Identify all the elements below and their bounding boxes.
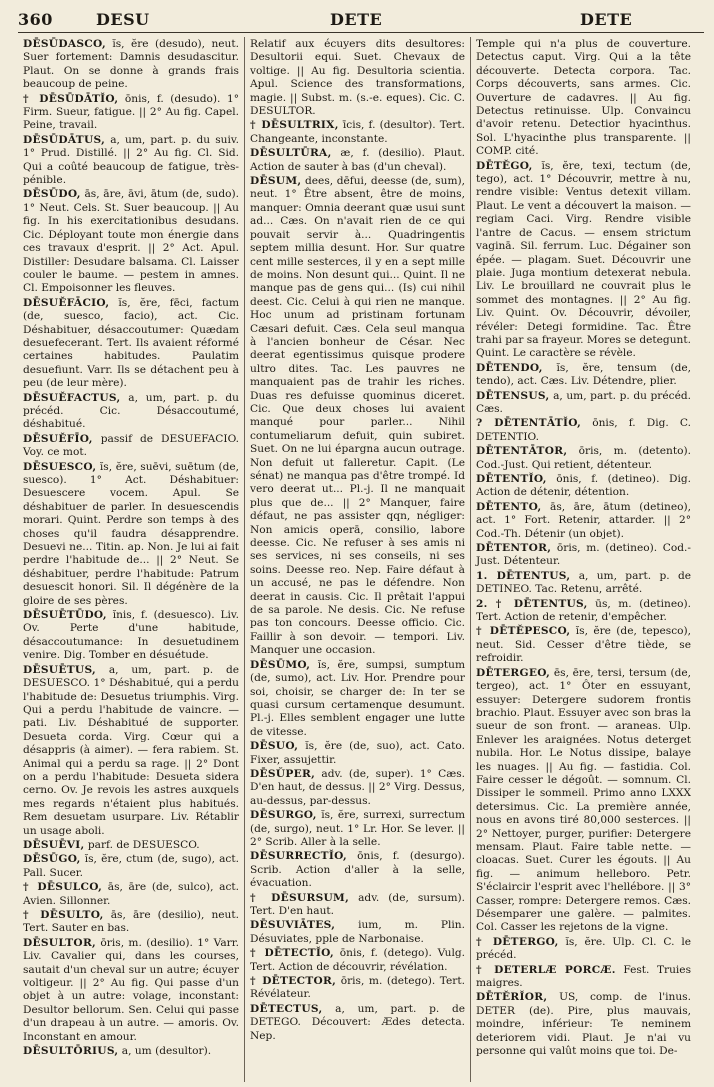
entry-headword: DĒSŪGO, (23, 853, 81, 866)
entry-headword: DĒTENSUS, (476, 389, 550, 402)
entry-definition: ās, āre (de, sulco), act. Avien. Sillonner. (23, 881, 239, 907)
entry-definition: ĭs, ĕre, texi, tectum (de, tego), act. 1° Découvrir, mettre à nu, rendre visible: Ventus detexit villam. Plaut. Le vent a découvert la maison. — regiam Caci. Virg. Rendre visible l'antre de Cacus. — ensem strictum vaginā. Sil. ferrum. Luc. Dégainer son épée. — plagam. Suet. Découvrir une plaie. Juga montium detexerat nebula. Liv. Le brouillard ne couvrait plus le sommet des montagnes. || 2° Au fig. Liv. Quint. Ov. Découvrir, dévoiler, révéler: Detegi formidine. Tac. Être trahi par sa frayeur. Mores se detegunt. Quint. Le caractère se révèle. (476, 159, 692, 360)
entry-headword: DĒSULTŌRIUS, (23, 1045, 119, 1058)
column-1 (18, 37, 244, 1082)
entry-headword: DĒTENTĀTOR, (476, 445, 568, 458)
entry-definition: Relatif aux écuyers dits desultores: Desultorii equi. Suet. Chevaux de voltige. || Au fig. Desultoria scientia. Apul. Science des transformations, magie. || Subst. m. (s.-e. eques). Cic. C. DESULTOR. (250, 38, 465, 118)
dictionary-entry (250, 740, 465, 767)
dictionary-entry (250, 892, 465, 919)
entry-definition: a, um (desultor). (121, 1045, 212, 1058)
dictionary-entry (23, 188, 239, 295)
dictionary-entry (23, 433, 239, 460)
entry-definition: ĭs, ĕre, suēvi, suētum (de, suesco). 1° Act. Déshabituer: Desuescere vocem. Apul. Se déshabituer de parler. In desuescendis morari. Quint. Perdre son temps à des choses qu'il faudra désapprendre. Desuevi ne... Titin. ap. Non. Je lui ai fait perdre l'habitude de... || 2° Neut. Se déshabituer, perdre l'habitude: Patrum desuescit honori. Sil. Il dégénère de la gloire de ses pères. (23, 460, 239, 607)
column-3 (470, 37, 696, 1082)
entry-definition: ĭnis, f. (desuesco). Liv. Ov. Perte d'une habitude, désaccoutumance: In desuetudinem venire. Dig. Tomber en désuétude. (23, 609, 239, 662)
dictionary-entry (23, 881, 239, 908)
dictionary-entry (250, 119, 465, 146)
running-head-right: DETE (580, 10, 633, 29)
entry-headword: † DĒTĔPESCO, (476, 625, 571, 638)
dictionary-entry (23, 392, 239, 432)
entry-headword: DĒSŪMO, (250, 658, 311, 671)
entry-headword: 2. † DĒTENTUS, (476, 597, 588, 610)
entry-definition: ōnis, f. (desurgo). Scrib. Action d'aller à la selle, évacuation. (250, 850, 465, 890)
text-columns (18, 37, 704, 1082)
entry-definition: ōris, m. (detento). Cod.-Just. Qui retient, détenteur. (476, 445, 691, 471)
entry-definition: ĭs, ĕre (de, tepesco), neut. Sid. Cesser d'être tiède, se refroidir. (476, 625, 692, 665)
entry-headword: † DĒSULTRIX, (250, 119, 339, 132)
entry-headword: DĒTENTOR, (476, 542, 552, 555)
dictionary-entry (23, 461, 239, 608)
entry-definition: ĭs, ĕre, fēci, factum (de, suesco, facio), act. Cic. Déshabituer, désaccoutumer: Quædam desuefecerant. Tert. Ils avaient réformé certaines habitudes. Paulatim desuefiunt. Varr. Ils se détachent peu à peu (de leur mère). (23, 296, 239, 390)
dictionary-entry (476, 160, 691, 361)
entry-definition: ōris, m. (detego). Tert. Révélateur. (250, 975, 465, 1001)
entry-definition: ās, āre (desilio), neut. Tert. Sauter en bas. (23, 909, 239, 935)
entry-definition: a, um, part. p. du précéd. Cic. Désaccoutumé, déshabitué. (23, 391, 239, 431)
dictionary-entry (250, 659, 465, 739)
dictionary-entry (476, 991, 691, 1058)
entry-definition: dees, dēfui, deesse (de, sum), neut. 1° Être absent, être de moins, manquer: Omnia deerant quæ usui sunt ad... Cæs. On n'avait rien de ce qui pouvait servir à... Quadringentis septem millia desunt. Hor. Sur quatre cent mille sesterces, il y en a sept mille de moins. Non desunt qui... Quint. Il ne manque pas de gens qui... (Is) cui nihil deest. Cic. Celui à qui rien ne manque. Hoc unum ad pristinam fortunam Cæsari defuit. Cæs. Cela seul manqua à l'ancien bonheur de César. Nec deerat egentissimus quisque prodere ultro dites. Tac. Les pauvres ne manquaient pas de trahir les riches. Duas res defuisse quominus diceret. Cic. Que deux choses lui avaient manqué pour parler... Nihil contumeliarum defuit, quin subiret. Suet. On ne lui épargna aucun outrage. Non defuit ut falleretur. Capit. (Le sénat) ne manqua pas d'être trompé. Id vero deerat ut... Pl.-j. Il ne manquait plus que de... || 2° Manquer, faire défaut, ne pas assister qqn, négliger: Non amicis operā, consilio, labore deesse. Cic. Ne refuser à ses amis ni ses services, ni ses conseils, ni ses soins. Deesse reo. Nep. Faire défaut à un accusé, ne pas le défendre. Non deerat in causis. Cic. Il prêtait l'appui de sa parole. Ne desis. Cic. Ne refuse pas ton concours. Deesse officio. Cic. Faillir à son devoir. — tempori. Liv. Manquer une occasion. (250, 175, 465, 657)
entry-headword: DĒSURGO, (250, 809, 317, 822)
dictionary-entry (23, 38, 239, 92)
entry-headword: DĒSUĒTŪDO, (23, 609, 107, 622)
entry-headword: † DĒTECTOR, (250, 975, 337, 988)
entry-headword: DĒSUĒVI, (23, 838, 85, 851)
entry-definition: ĭs, ĕre, ctum (de, sugo), act. Pall. Sucer. (23, 853, 239, 879)
entry-definition: passif de DESUEFACIO. Voy. ce mot. (23, 432, 240, 459)
page-header (18, 8, 704, 33)
entry-definition: ĭs, ĕre, sumpsi, sumptum (de, sumo), act. Liv. Hor. Prendre pour soi, choisir, se charger de: In ter se quasi cursum certamenque desumunt. Pl.-j. Elles semblent engager une lutte de vitesse. (250, 658, 465, 738)
entry-definition: a, um, part. p. du suiv. 1° Prud. Distillé. || 2° Au fig. Cl. Sid. Qui a coûté beaucoup de fatigue, très-pénible. (23, 133, 239, 187)
entry-headword: DĒSUĒTUS, (23, 663, 97, 676)
entry-headword: DĒSUVIĀTES, (250, 919, 336, 932)
entry-definition: Temple qui n'a plus de couverture. Detectus caput. Virg. Qui a la tête découverte. Detecta corpora. Tac. Corps découverts, sans armes. Cic. Ouverture de cadavres. || Au fig. Detectus retinuisse. Ulp. Convaincu d'avoir retenu. Detectior hyacinthus. Sol. L'hyacinthe plus transparente. || COMP. cité. (476, 38, 691, 158)
entry-headword: ? DĒTENTĀTĬO, (476, 417, 582, 430)
dictionary-entry (476, 38, 691, 159)
dictionary-entry (23, 909, 239, 936)
dictionary-entry (250, 975, 465, 1002)
entry-headword: DĒSŪDO, (23, 188, 81, 201)
dictionary-entry (250, 147, 465, 174)
dictionary-entry (476, 501, 691, 541)
running-head-left: DESU (96, 10, 150, 29)
entry-definition: ĭs, ĕre. Ulp. Cl. C. le précéd. (476, 935, 691, 962)
running-head-center: DETE (330, 10, 383, 29)
entry-headword: DĒSUĔFACTUS, (23, 391, 121, 404)
entry-definition: ōris, m. (detineo). Cod.-Just. Détenteur. (476, 542, 691, 568)
entry-definition: ās, āre, āvi, ātum (de, sudo). 1° Neut. Cels. St. Suer beaucoup. || Au fig. In his exercitationibus desudans. Cic. Déployant toute mon énergie dans ces travaux d'esprit. || 2° Act. Apul. Distiller: Desudare balsama. Cl. Laisser couler le baume. — pestem in amnes. Cl. Empoisonner les fleuves. (23, 188, 239, 295)
entry-definition: Fest. Truies maigres. (476, 963, 692, 990)
entry-definition: a, um, part. p. du précéd. Cæs. (476, 389, 691, 415)
dictionary-entry (23, 664, 239, 838)
entry-headword: DĒSŪDASCO, (23, 38, 106, 50)
dictionary-entry (476, 667, 691, 935)
dictionary-entry (23, 297, 239, 391)
dictionary-entry (250, 809, 465, 849)
entry-headword: DĒSŬPER, (250, 767, 316, 780)
entry-headword: DĒSULTŪRA, (250, 147, 332, 160)
dictionary-entry (250, 850, 465, 890)
dictionary-entry (23, 609, 239, 663)
entry-definition: parf. de DESUESCO. (87, 838, 200, 851)
dictionary-entry (476, 598, 691, 625)
entry-definition: ūs, m. (detineo). Tert. Action de retenir, d'empêcher. (476, 597, 691, 624)
entry-headword: DĒSUO, (250, 740, 299, 753)
dictionary-entry (476, 625, 691, 665)
entry-headword: DĒTENTO, (476, 500, 542, 513)
dictionary-entry (476, 473, 691, 500)
entry-definition: a, um, part. p. de DETEGO. Découvert: Ædes detecta. Nep. (250, 1002, 465, 1042)
entry-headword: DĒTENTĬO, (476, 473, 547, 485)
entry-headword: † DĒSŪDĀTĬO, (23, 92, 119, 105)
entry-headword: DĒTĔGO, (476, 159, 533, 172)
entry-definition: æ, f. (desilio). Plaut. Action de sauter à bas (d'un cheval). (250, 147, 465, 173)
entry-headword: DĒSŪDĀTUS, (23, 133, 106, 146)
dictionary-entry (250, 768, 465, 808)
entry-definition: ōnis, f. Dig. C. DETENTIO. (476, 417, 691, 443)
entry-definition: a, um, part. p. de DETINEO. Tac. Retenu, arrêté. (476, 569, 691, 596)
entry-definition: a, um, part. p. de DESUESCO. 1° Déshabitué, qui a perdu l'habitude de: Desuetus triumphis. Virg. Qui a perdu l'habitude de vaincre. — pati. Liv. Déshabitué de supporter. Desueta corda. Virg. Cœur qui a désappris (à aimer). — fera rabiem. St. Animal qui a perdu sa rage. || 2° Dont on a perdu l'habitude: Desueta sidera cerno. Ov. Je revois les astres auxquels mes regards n'étaient plus habitués. Rem desuetam usurpare. Liv. Rétablir un usage aboli. (23, 663, 240, 837)
entry-definition: ōnis, f. (detineo). Dig. Action de détenir, détention. (476, 473, 691, 499)
dictionary-entry (250, 175, 465, 658)
dictionary-entry (476, 390, 691, 417)
entry-headword: † DETERLÆ PORCÆ. (476, 963, 616, 976)
entry-definition: ās, āre, ātum (detineo), act. 1° Fort. Retenir, attarder. || 2° Cod.-Th. Détenir (un objet). (476, 500, 692, 540)
dictionary-entry (250, 1003, 465, 1043)
dictionary-entry (476, 964, 691, 991)
entry-definition: ĭs, ĕre (desudo), neut. Suer fortement: Damnis desudascitur. Plaut. On se donne à grands frais beaucoup de peine. (23, 38, 239, 91)
entry-headword: DĒSUESCO, (23, 460, 97, 473)
entry-definition: ōnis, f. (detego). Vulg. Tert. Action de découvrir, révélation. (250, 947, 465, 973)
entry-headword: DĒSULTOR, (23, 936, 97, 949)
entry-definition: adv. (de, super). 1° Cæs. D'en haut, de dessus. || 2° Virg. Dessus, au-dessus, par-dessus. (250, 767, 465, 807)
entry-headword: DĒSUĔFĀCIO, (23, 296, 110, 309)
dictionary-entry (23, 93, 239, 133)
entry-definition: ĭs, ĕre (de, suo), act. Cato. Fixer, assujettir. (250, 740, 465, 766)
entry-definition: adv. (de, sursum). Tert. D'en haut. (250, 891, 465, 917)
dictionary-entry (476, 542, 691, 569)
entry-headword: † DĒSURSUM, (250, 891, 350, 904)
dictionary-entry (476, 417, 691, 444)
entry-definition: īcis, f. (desultor). Tert. Changeante, inconstante. (250, 119, 466, 145)
entry-headword: † DĒSULCO, (23, 881, 103, 894)
entry-definition: US, comp. de l'inus. DETER (de). Pire, plus mauvais, moindre, inférieur: Te neminem deteriorem vidi. Plaut. Je n'ai vu personne qui valût moins que toi. De- (476, 991, 691, 1058)
dictionary-entry (23, 839, 239, 852)
dictionary-entry (23, 134, 239, 188)
entry-definition: ōnis, f. (desudo). 1° Firm. Sueur, fatigue. || 2° Au fig. Capel. Peine, travail. (23, 92, 239, 132)
entry-definition: ēs, ēre, tersi, tersum (de, tergeo), act. 1° Ôter en essuyant, essuyer: Detergere sudorem frontis brachio. Plaut. Essuyer avec son bras la sueur de son front. — araneas. Ulp. Enlever les araignées. Notus deterget nubila. Hor. Le Notus dissipe, balaye les nuages. || Au fig. — fastidia. Col. Faire cesser le dégoût. — somnum. Cl. Dissiper le sommeil. Primo anno LXXX detersimus. Cic. La première année, nous en avons tiré 80,000 sesterces. || 2° Nettoyer, purger, purifier: Detergere mensam. Plaut. Faire table nette. — cloacas. Suet. Curer les égouts. || Au fig. — animum helleboro. Petr. S'éclaircir l'esprit avec l'hellébore. || 3° Casser, rompre: Detergere remos. Cæs. Désemparer une galère. — palmites. Col. Casser les rejetons de la vigne. (476, 666, 691, 934)
dictionary-entry (476, 570, 691, 597)
dictionary-entry (476, 445, 691, 472)
entry-headword: † DĒTERGO, (476, 935, 559, 948)
dictionary-entry (23, 853, 239, 880)
entry-definition: ĭs, ĕre, tensum (de, tendo), act. Cæs. Liv. Détendre, plier. (476, 361, 691, 388)
entry-headword: † DĒSULTO, (23, 909, 104, 921)
entry-headword: DĒSURRECTĬO, (250, 850, 347, 863)
entry-headword: DĒSUM, (250, 175, 302, 188)
dictionary-entry (476, 362, 691, 389)
entry-definition: ōris, m. (desilio). 1° Varr. Liv. Cavalier qui, dans les courses, sautait d'un cheval sur un autre; écuyer voltigeur. || 2° Au fig. Qui passe d'un objet à un autre: volage, inconstant: Desultor bellorum. Sen. Celui qui passe d'un drapeau à un autre. — amoris. Ov. Inconstant en amour. (23, 936, 239, 1043)
dictionary-entry (476, 936, 691, 963)
dictionary-entry (250, 38, 465, 118)
entry-headword: DĒTERGEO, (476, 666, 551, 679)
page-number: 360 (18, 10, 53, 29)
entry-headword: † DĒTECTĬO, (250, 947, 335, 960)
dictionary-entry (250, 947, 465, 974)
entry-headword: 1. DĒTENTUS, (476, 569, 571, 582)
dictionary-entry (23, 937, 239, 1044)
dictionary-entry (23, 1045, 239, 1058)
dictionary-entry (250, 919, 465, 946)
entry-headword: DĒTĔRĬOR, (476, 991, 548, 1004)
entry-headword: DĒSUĔFĪO, (23, 432, 93, 445)
entry-headword: DĒTECTUS, (250, 1002, 323, 1015)
entry-definition: ĭs, ĕre, surrexi, surrectum (de, surgo), neut. 1° Lr. Hor. Se lever. || 2° Scrib. Aller à la selle. (250, 809, 465, 848)
column-2 (244, 37, 470, 1082)
entry-definition: ium, m. Plin. Désuviates, pple de Narbonaise. (250, 919, 465, 945)
entry-headword: DĒTENDO, (476, 361, 543, 374)
